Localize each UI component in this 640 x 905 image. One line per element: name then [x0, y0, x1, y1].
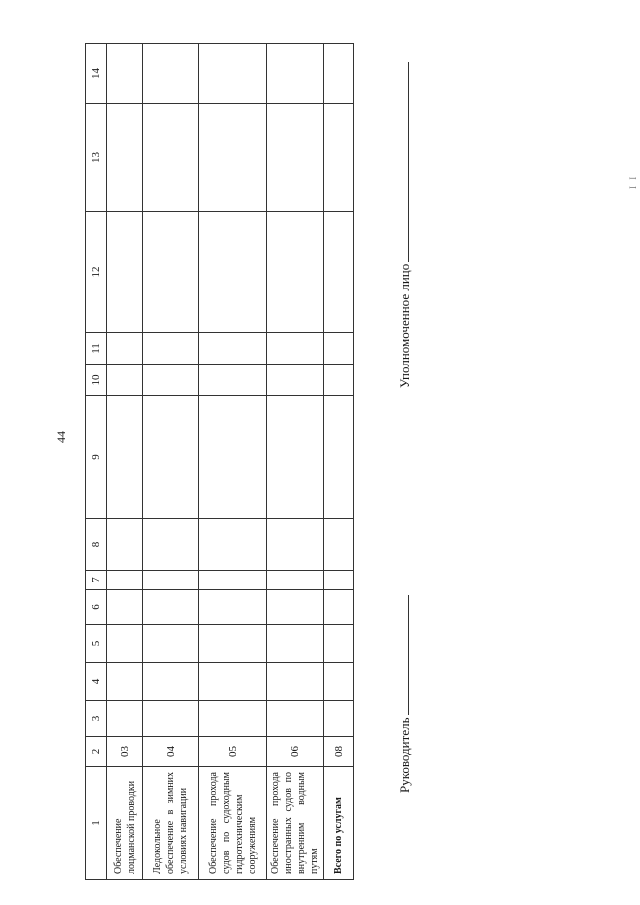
total-label: Всего по услугам: [324, 767, 354, 880]
column-header: 4: [86, 663, 107, 701]
total-row: [324, 44, 354, 880]
page-number: 44: [54, 431, 68, 443]
table-row: [143, 44, 199, 880]
column-header: 10: [86, 365, 107, 396]
services-table: [85, 43, 354, 880]
column-header: 11: [86, 333, 107, 365]
authorized-signature-line: [396, 62, 409, 262]
row-code: 06: [267, 737, 324, 767]
table-row: [267, 44, 324, 880]
column-header: 8: [86, 519, 107, 571]
row-code: 04: [143, 737, 199, 767]
head-signature: [396, 596, 413, 794]
service-name: Обеспечение прохода иностранных судов по внутренним водным путям: [267, 767, 324, 880]
row-code: 03: [107, 737, 143, 767]
service-name: Обеспечение прохода судов по судоходным гидротехническим сооружениям: [199, 767, 267, 880]
column-header: 3: [86, 701, 107, 737]
column-header: 2: [86, 737, 107, 767]
column-header: 6: [86, 590, 107, 625]
column-header: 13: [86, 104, 107, 212]
column-header: 12: [86, 212, 107, 333]
column-header: 7: [86, 571, 107, 590]
column-header: 5: [86, 625, 107, 663]
head-label: Руководитель: [397, 717, 412, 793]
row-code: 05: [199, 737, 267, 767]
column-header: 9: [86, 396, 107, 519]
table-row: [199, 44, 267, 880]
service-name: Ледокольное обеспечение в зимних условиях навигации: [143, 767, 199, 880]
head-signature-line: [396, 596, 409, 716]
margin-mark: I I: [628, 174, 638, 189]
column-header: 14: [86, 44, 107, 104]
header-row: [86, 44, 107, 880]
table-row: [107, 44, 143, 880]
column-header: 1: [86, 767, 107, 880]
authorized-signature: [396, 62, 413, 388]
service-name: Обеспечение лоцманской проводки: [107, 767, 143, 880]
authorized-label: Уполномоченное лицо: [397, 263, 412, 388]
total-code: 08: [324, 737, 354, 767]
